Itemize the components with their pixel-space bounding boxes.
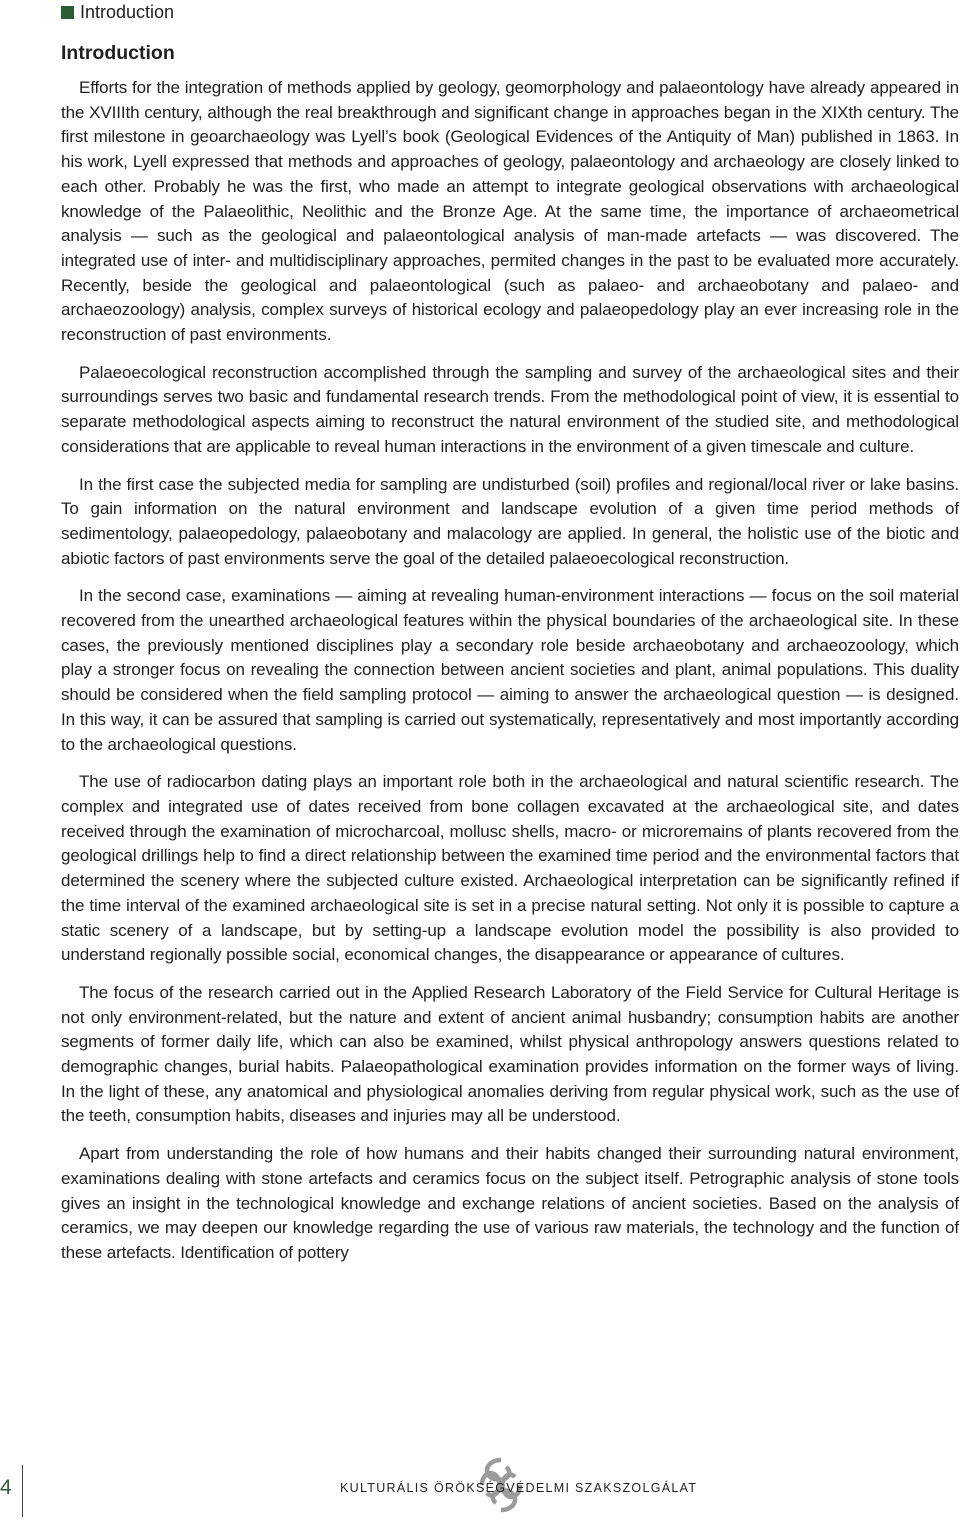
paragraph: The use of radiocarbon dating plays an important role both in the archaeological and natural scientific research. The complex and integrated use of dates received from bone collagen excavated at the archaeological site, and dates received through the examination of microcharcoal, mollusc shells, macro- or microremains of plants recovered from the geological drillings help to find a direct relationship between the examined time period and the environmental factors that determined the scenery where the subjected culture existed. Archaeological interpretation can be significantly refined if the time interval of the examined archaeological site is set in a precise natural setting. Not only it is possible to capture a static scenery of a landscape, but by setting-up a landscape evolution model the possibility is also provided to understand regionally possible social, economical changes, the disappearance or appearance of cultures.: [61, 772, 959, 965]
body-text: [61, 76, 959, 1279]
paragraph: In the second case, examinations — aiming at revealing human-environment interactions — focus on the soil material recovered from the unearthed archaeological features within the physical boundaries of the archaeological site. In these cases, the previously mentioned disciplines play a secondary role beside archaeobotany and archaeozoology, which play a stronger focus on revealing the connection between ancient societies and plant, animal populations. This duality should be considered when the field sampling protocol — aiming to answer the archaeological question — is designed. In this way, it can be assured that sampling is carried out systematically, representatively and most importantly according to the archaeological questions.: [61, 586, 959, 754]
paragraph: Efforts for the integration of methods applied by geology, geomorphology and palaeontology have already appeared in the XVIIIth century, although the real breakthrough and significant change in approaches began in the XIXth century. The first milestone in geoarchaeology was Lyell’s book (Geological Evidences of the Antiquity of Man) published in 1863. In his work, Lyell expressed that methods and approaches of geology, palaeontology and archaeology are closely linked to each other. Probably he was the first, who made an attempt to integrate geological observations with archaeological knowledge of the Palaeolithic, Neolithic and the Bronze Age. At the same time, the importance of archaeometrical analysis — such as the geological and palaeontological analysis of man-made artefacts — was discovered. The integrated use of inter- and multidisciplinary approaches, permited changes in the past to be evaluated more accurately. Recently, beside the geological and palaeontological (such as palaeo- and archaeobotany and palaeo- and archaeozoology) analysis, complex surveys of historical ecology and palaeopedology play an ever increasing role in the reconstruction of past environments.: [61, 78, 959, 345]
footer-organization: KULTURÁLIS ÖRÖKSÉGVÉDELMI SZAKSZOLGÁLAT: [340, 1481, 698, 1495]
page-footer: [0, 1455, 960, 1524]
section-marker-icon: [61, 6, 74, 19]
paragraph: Apart from understanding the role of how humans and their habits changed their surrounding natural environment, examinations dealing with stone artefacts and ceramics focus on the subject itself. Petrographic analysis of stone tools gives an insight in the technological knowledge and exchange relations of ancient societies. Based on the analysis of ceramics, we may deepen our knowledge regarding the use of various raw materials, the technology and the function of these artefacts. Identification of pottery: [61, 1144, 959, 1262]
footer-divider: [22, 1465, 23, 1517]
section-title: Introduction: [61, 42, 175, 64]
running-header-label: Introduction: [80, 1, 175, 22]
paragraph: In the first case the subjected media for sampling are undisturbed (soil) profiles and regional/local river or lake basins. To gain information on the natural environment and landscape evolution of a given time period methods of sedimentology, palaeopedology, palaeobotany and malacology are applied. In general, the holistic use of the biotic and abiotic factors of past environments serve the goal of the detailed palaeoecological reconstruction.: [61, 474, 959, 568]
page-number: 4: [0, 1476, 12, 1499]
paragraph: Palaeoecological reconstruction accomplished through the sampling and survey of the archaeological sites and their surroundings serves two basic and fundamental research trends. From the methodological point of view, it is essential to separate methodological aspects aiming to reconstruct the natural environment of the studied site, and methodological considerations that are applicable to reveal human interactions in the environment of a given timescale and culture.: [61, 362, 959, 456]
running-header: [61, 2, 174, 22]
paragraph: The focus of the research carried out in the Applied Research Laboratory of the Field Service for Cultural Heritage is not only environment-related, but the nature and extent of ancient animal husbandry; consumption habits are another segments of former daily life, which can also be examined, whilst physical anthropology answers questions related to demographic changes, burial habits. Palaeopathological examination provides information on the former ways of living. In the light of these, any anatomical and physiological anomalies deriving from regular physical work, such as the use of the teeth, consumption habits, diseases and injuries may all be understood.: [61, 982, 959, 1126]
